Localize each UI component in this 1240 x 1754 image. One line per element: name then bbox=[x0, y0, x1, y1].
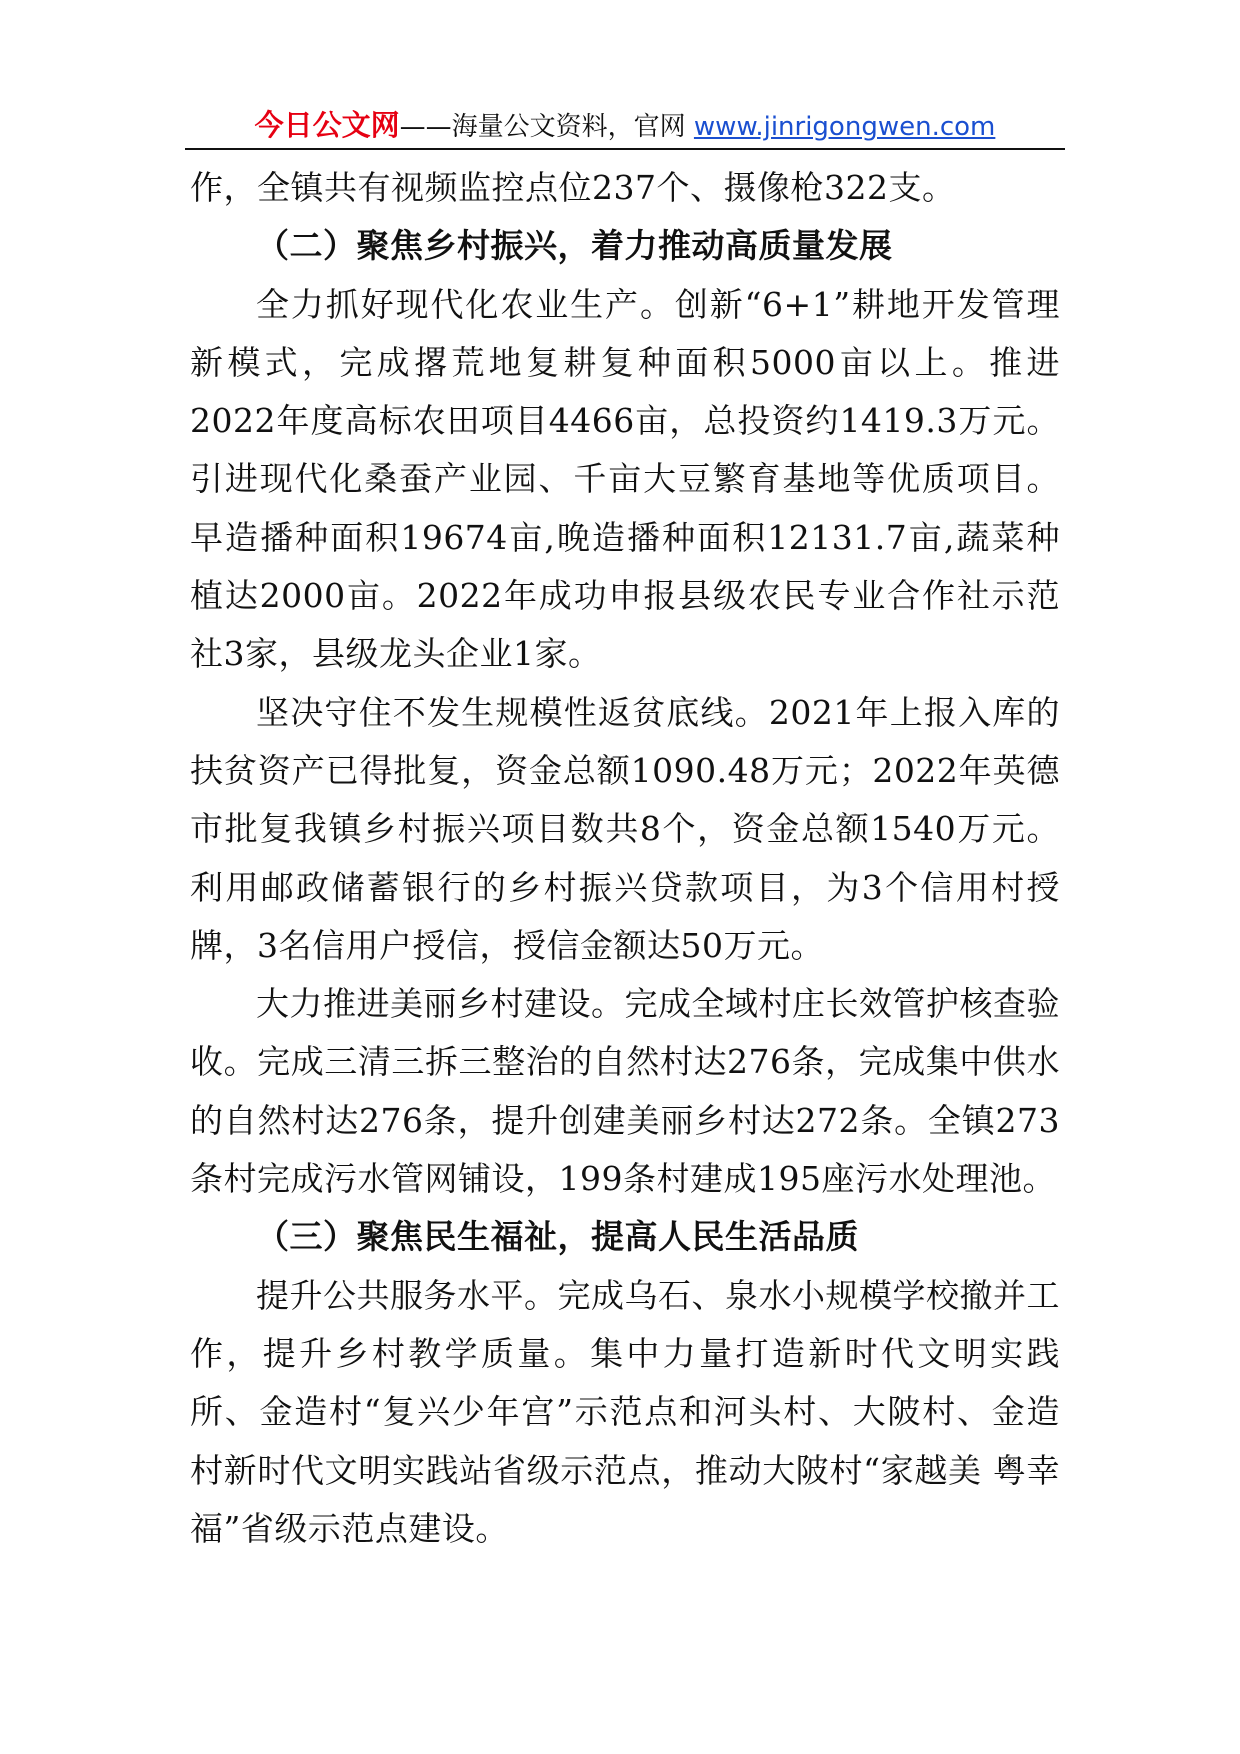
website-link[interactable]: www.jinrigongwen.com bbox=[693, 112, 996, 142]
paragraph-poverty: 坚决守住不发生规模性返贫底线。2021年上报入库的扶贫资产已得批复，资金总额1090.48万元；2022年英德市批复我镇乡村振兴项目数共8个，资金总额1540万元。利用邮政储蓄银行的乡村振兴贷款项目，为3个信用村授牌，3名信用户授信，授信金额达50万元。 bbox=[190, 692, 1060, 965]
page-header bbox=[190, 104, 1060, 146]
paragraph-village: 大力推进美丽乡村建设。完成全域村庄长效管护核查验收。完成三清三拆三整治的自然村达276条，完成集中供水的自然村达276条，提升创建美丽乡村达272条。全镇273条村完成污水管网铺设，199条村建成195座污水处理池。 bbox=[190, 984, 1060, 1199]
section-heading-2: （二）聚焦乡村振兴，着力推动高质量发展 bbox=[256, 226, 893, 266]
header-tagline: ——海量公文资料，官网 bbox=[399, 112, 694, 142]
header-divider bbox=[185, 148, 1065, 150]
document-body bbox=[190, 159, 1060, 1558]
paragraph-public-service: 提升公共服务水平。完成乌石、泉水小规模学校撤并工作，提升乡村教学质量。集中力量打造新时代文明实践所、金造村“复兴少年宫”示范点和河头村、大陂村、金造村新时代文明实践站省级示范点，推动大陂村“家越美 粤幸福”省级示范点建设。 bbox=[190, 1275, 1060, 1548]
paragraph-continuation: 作，全镇共有视频监控点位237个、摄像枪322支。 bbox=[190, 168, 956, 207]
section-heading-3: （三）聚焦民生福祉，提高人民生活品质 bbox=[256, 1217, 859, 1257]
brand-name: 今日公文网 bbox=[254, 108, 400, 142]
paragraph-agriculture: 全力抓好现代化农业生产。创新“6+1”耕地开发管理新模式，完成撂荒地复耕复种面积5000亩以上。推进2022年度高标农田项目4466亩，总投资约1419.3万元。引进现代化桑蚕产业园、千亩大豆繁育基地等优质项目。早造播种面积19674亩,晚造播种面积12131.7亩,蔬菜种植达2000亩。2022年成功申报县级农民专业合作社示范社3家，县级龙头企业1家。 bbox=[190, 284, 1060, 674]
